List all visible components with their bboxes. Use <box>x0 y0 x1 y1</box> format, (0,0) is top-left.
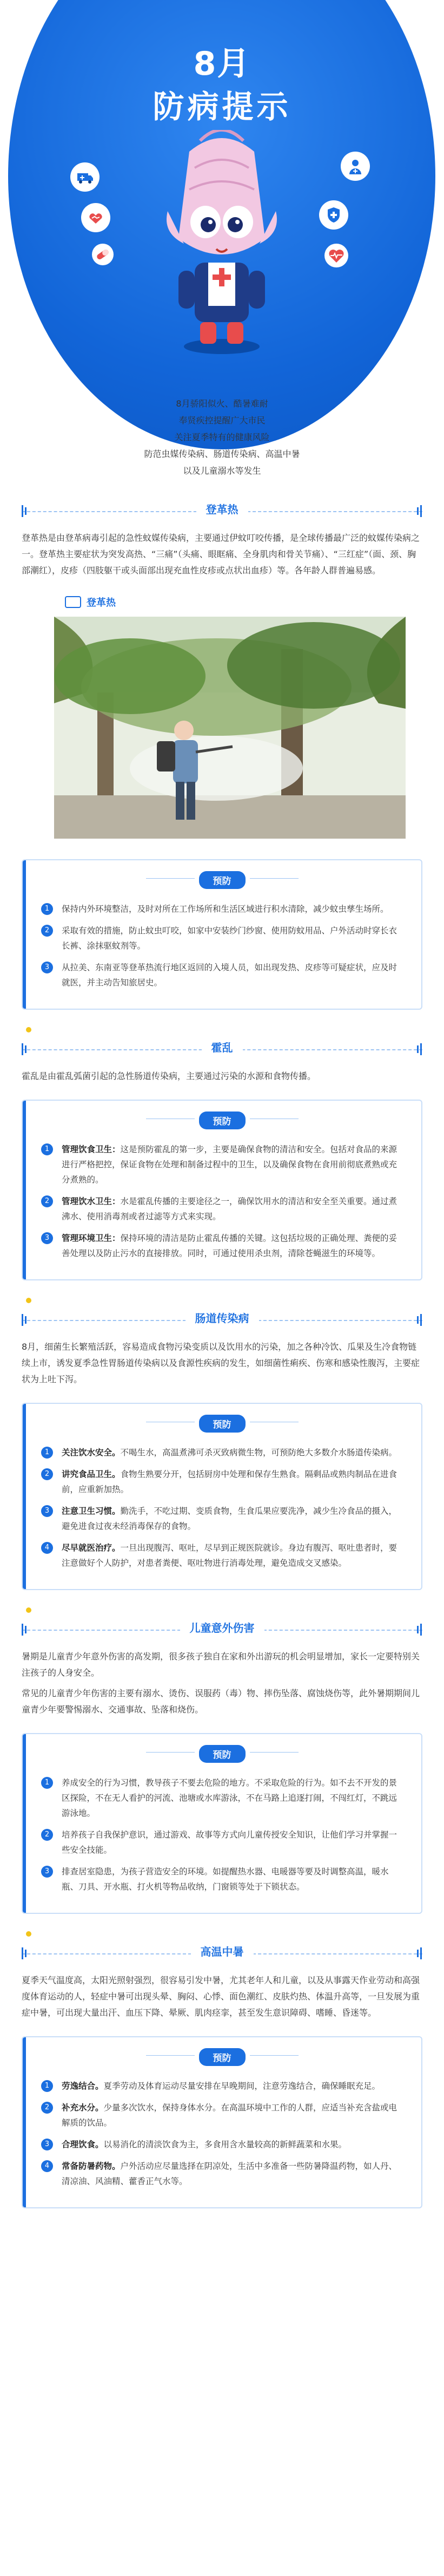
item-number: 2 <box>41 2102 53 2114</box>
intro-line: 8月骄阳似火、酷暑难耐 <box>176 398 268 409</box>
item-number: 3 <box>41 1505 53 1517</box>
card-title: 预防 <box>199 1415 246 1433</box>
item-number: 1 <box>41 1777 53 1789</box>
dengue-photo-block <box>22 595 422 844</box>
photo-tag: 登革热 <box>87 597 116 609</box>
divider-dot <box>22 1929 422 1940</box>
prevention-card-dengue <box>22 859 422 1010</box>
item-number: 1 <box>41 903 53 915</box>
card-title: 预防 <box>199 1745 246 1763</box>
item-number: 3 <box>41 1232 53 1244</box>
handshake-icon <box>81 203 110 232</box>
item-number: 4 <box>41 2160 53 2172</box>
item-number: 3 <box>41 2139 53 2150</box>
ambulance-icon <box>70 162 100 192</box>
item-number: 3 <box>41 962 53 973</box>
heartbeat-icon <box>324 244 348 267</box>
list-item: 3 排查居室隐患，为孩子营造安全的环境。如提醒热水器、电暖器等要及时调整高温，暖水瓶、刀具、开水瓶、打火机等物品收纳，门窗锁等处于下锁状态。 <box>41 1864 403 1894</box>
list-item: 1 关注饮水安全。不喝生水，高温煮沸可杀灭致病微生物，可预防绝大多数介水肠道传染病。 <box>41 1445 403 1460</box>
list-item: 1 养成安全的行为习惯，教导孩子不要去危险的地方。不采取危险的行为。如不去不开发的景区探险，不在无人看护的河流、池塘或水库游泳，不在马路上追逐打闹，不闯红灯，不跳远游泳地。 <box>41 1775 403 1821</box>
prevention-card-heatstroke <box>22 2036 422 2208</box>
list-item: 2 管理饮水卫生：水是霍乱传播的主要途径之一，确保饮用水的清洁和安全至关重要。通过煮沸水、使用消毒剂或者过滤等方式来实现。 <box>41 1194 403 1224</box>
mascot-illustration <box>157 130 287 368</box>
doctor-icon <box>341 152 370 181</box>
item-number: 2 <box>41 1468 53 1480</box>
list-item: 1 劳逸结合。夏季劳动及体育运动尽量安排在早晚期间，注意劳逸结合，确保睡眠充足。 <box>41 2078 403 2094</box>
prevention-card-intestinal <box>22 1403 422 1590</box>
item-number: 1 <box>41 2080 53 2092</box>
list-item: 2 采取有效的措施，防止蚊虫叮咬，如家中安装纱门纱窗、使用防蚊用品、户外活动时穿长衣长裤、涂抹驱蚊剂等。 <box>41 923 403 953</box>
section-header-dengue <box>22 498 422 526</box>
divider-dot <box>22 1025 422 1036</box>
card-title: 预防 <box>199 871 246 889</box>
item-number: 2 <box>41 925 53 937</box>
intro-line: 关注夏季特有的健康风险 <box>174 432 270 442</box>
hero-title: 防病提示 <box>153 88 291 125</box>
section-title: 登革热 <box>196 501 248 516</box>
divider-dot <box>22 1296 422 1306</box>
hero-title-month: 8月 <box>193 45 251 83</box>
section-header-heatstroke <box>22 1940 422 1968</box>
pill-icon <box>92 244 114 265</box>
photo-tag-frame <box>65 596 81 608</box>
medical-shield-icon <box>319 200 348 230</box>
prevention-card-cholera <box>22 1100 422 1280</box>
section-header-cholera <box>22 1036 422 1064</box>
list-item: 1 管理饮食卫生：这是预防霍乱的第一步，主要是确保食物的清洁和安全。包括对食品的来源进行严格把控，保证食物在处理和制备过程中的卫生，以及确保食物在食用前彻底煮熟或充分煮熟的。 <box>41 1142 403 1187</box>
section-title: 霍乱 <box>202 1039 243 1055</box>
section-title: 高温中暑 <box>191 1943 254 1959</box>
section-paragraph: 常见的儿童青少年伤害的主要有溺水、烫伤、误服药（毒）物、摔伤坠落、腐蚀烧伤等，此外暑期期间儿童青少年要警惕溺水、交通事故、坠落和烧伤。 <box>22 1688 420 1715</box>
section-title: 儿童意外伤害 <box>180 1619 264 1635</box>
section-paragraph: 夏季天气温度高，太阳光照射强烈，很容易引发中暑，尤其老年人和儿童，以及从事露天作业劳动和高强度体育运动的人，轻症中暑可出现头晕、胸闷、心悸、面色潮红、皮肤灼热、体温升高等，一旦发展为重症中暑，可出现大量出汗、血压下降、晕厥、肌肉痉挛，甚至发生意识障碍、嗜睡、昏迷等。 <box>22 1975 420 2018</box>
divider-dot <box>22 1605 422 1616</box>
section-header-child-injury <box>22 1616 422 1644</box>
fogging-worker-photo <box>54 617 406 839</box>
item-number: 3 <box>41 1866 53 1878</box>
list-item: 3 管理环境卫生：保持环境的清洁是防止霍乱传播的关键。这包括垃圾的正确处理、粪便的妥善处理以及防止污水的直接排放。同时，可通过使用杀虫剂，清除苍蝇滋生的环境等。 <box>41 1231 403 1261</box>
list-item: 3 从拉美、东南亚等登革热流行地区返回的入境人员，如出现发热、皮疹等可疑症状，应及时就医，并主动告知旅居史。 <box>41 960 403 990</box>
list-item: 3 注意卫生习惯。勤洗手，不吃过期、变质食物，生食瓜果应要洗净，减少生冷食品的摄入，避免进食过夜未经消毒保存的食物。 <box>41 1503 403 1534</box>
list-item: 2 补充水分。少量多次饮水，保持身体水分。在高温环境中工作的人群，应适当补充含盐或电解质的饮品。 <box>41 2100 403 2130</box>
intro-line: 防范虫媒传染病、肠道传染病、高温中暑 <box>144 449 300 459</box>
list-item: 4 尽早就医治疗。一旦出现腹泻、呕吐，尽早到正规医院就诊。身边有腹泻、呕吐患者时，要注意做好个人防护，对患者粪便、呕吐物进行消毒处理，避免造成交叉感染。 <box>41 1540 403 1571</box>
card-title: 预防 <box>199 2048 246 2066</box>
section-header-intestinal <box>22 1306 422 1335</box>
list-item: 1 保持内外环境整洁，及时对所在工作场所和生活区域进行积水清除，减少蚊虫孳生场所。 <box>41 901 403 917</box>
section-paragraph: 登革热是由登革病毒引起的急性蚊媒传染病，主要通过伊蚊叮咬传播，是全球传播最广泛的蚊媒传染病之一。登革热主要症状为突发高热、“三痛”（头痛、眼眶痛、全身肌肉和骨关节痛）、“三红症”（面、颈、胸部潮红），皮疹（四肢躯干或头面部出现充血性皮疹或点状出血疹）等。各年龄人群普遍易感。 <box>22 533 420 576</box>
intro-line: 以及儿童溺水等发生 <box>183 466 261 476</box>
item-number: 1 <box>41 1447 53 1459</box>
item-number: 1 <box>41 1143 53 1155</box>
card-title: 预防 <box>199 1112 246 1129</box>
section-title: 肠道传染病 <box>185 1310 259 1325</box>
list-item: 2 讲究食品卫生。食物生熟要分开，包括厨房中处理和保存生熟食。隔剩品或熟肉制品在进食前，应重新加热。 <box>41 1467 403 1497</box>
list-item: 2 培养孩子自我保护意识，通过游戏、故事等方式向儿童传授安全知识，让他们学习并掌握一些安全技能。 <box>41 1827 403 1858</box>
item-number: 2 <box>41 1829 53 1841</box>
section-paragraph: 暑期是儿童青少年意外伤害的高发期，很多孩子独自在家和外出游玩的机会明显增加，家长一定要特别关注孩子的人身安全。 <box>22 1651 420 1678</box>
item-number: 4 <box>41 1542 53 1554</box>
prevention-card-child-injury <box>22 1733 422 1914</box>
section-paragraph: 霍乱是由霍乱弧菌引起的急性肠道传染病，主要通过污染的水源和食物传播。 <box>22 1071 316 1081</box>
list-item: 3 合理饮食。以易消化的清淡饮食为主，多食用含水量较高的新鲜蔬菜和水果。 <box>41 2137 403 2152</box>
item-number: 2 <box>41 1195 53 1207</box>
section-paragraph: 8月，细菌生长繁殖活跃，容易造成食物污染变质以及饮用水的污染，加之各种冷饮、瓜果及生冷食物链续上市，诱发夏季急性胃肠道传染病以及食源性疾病的发生，如细菌性痢疾、伤寒和感染性腹泻，主要症状为上吐下泻。 <box>22 1342 420 1384</box>
intro-line: 奉贤疾控提醒广大市民 <box>178 415 266 426</box>
list-item: 4 常备防暑药物。户外活动应尽量选择在阴凉处，生活中多准备一些防暑降温药物，如人丹、清凉油、风油精、藿香正气水等。 <box>41 2159 403 2189</box>
intro-block <box>0 395 444 479</box>
